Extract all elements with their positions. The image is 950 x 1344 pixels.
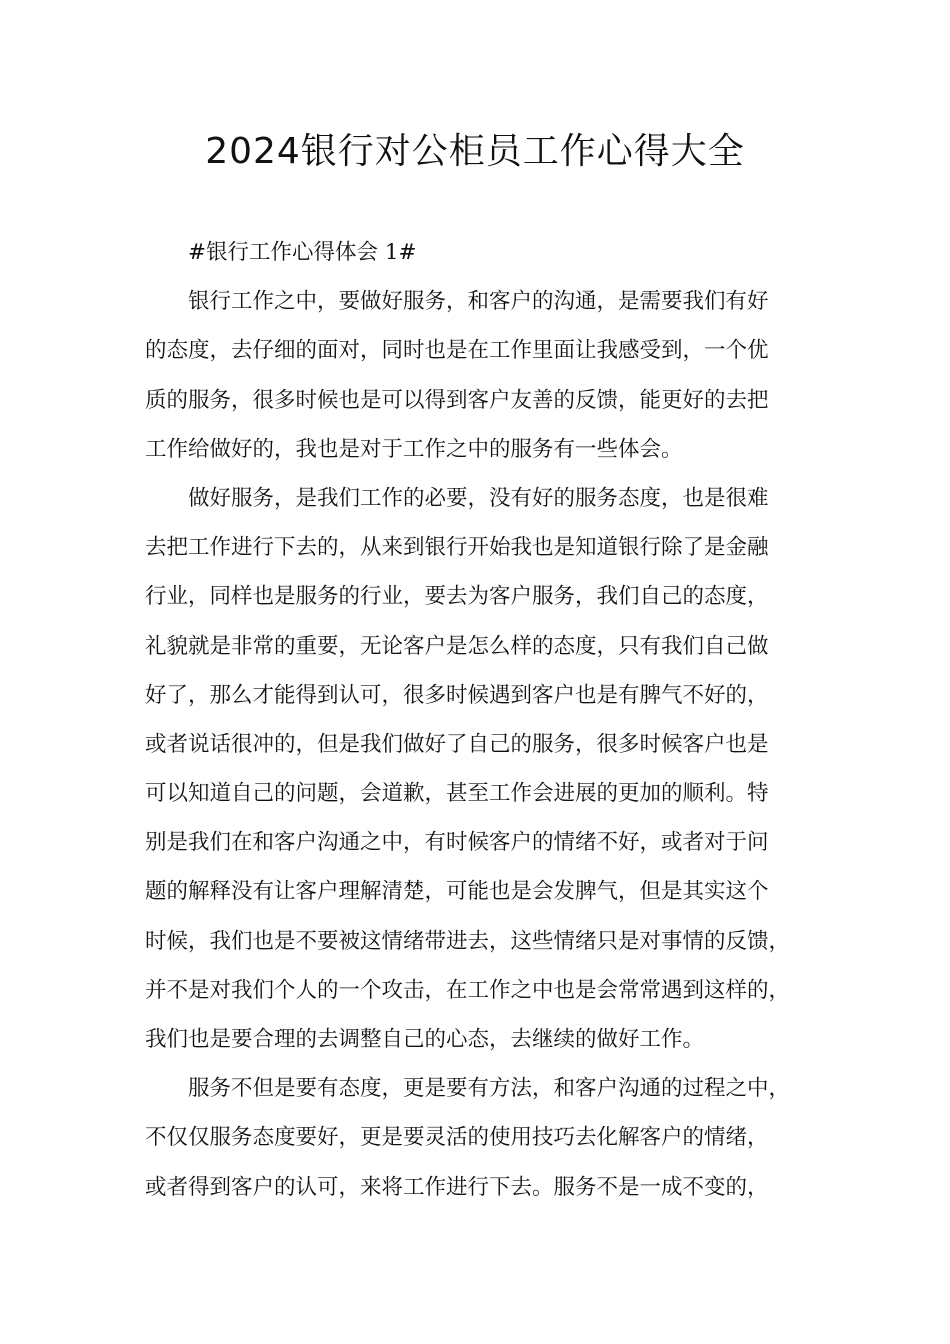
text-line: 题的解释没有让客户理解清楚，可能也是会发脾气，但是其实这个 xyxy=(145,879,769,905)
document-body xyxy=(145,228,825,1212)
text-line: 行业，同样也是服务的行业，要去为客户服务，我们自己的态度， xyxy=(145,584,769,610)
text-line: 做好服务，是我们工作的必要，没有好的服务态度，也是很难 xyxy=(188,485,769,511)
text-line: 时候，我们也是不要被这情绪带进去，这些情绪只是对事情的反馈， xyxy=(145,928,791,954)
text-line: 或者说话很冲的，但是我们做好了自己的服务，很多时候客户也是 xyxy=(145,731,769,757)
text-line: 质的服务，很多时候也是可以得到客户友善的反馈，能更好的去把 xyxy=(145,387,769,413)
text-line: 并不是对我们个人的一个攻击，在工作之中也是会常常遇到这样的， xyxy=(145,977,791,1003)
text-line: 的态度，去仔细的面对，同时也是在工作里面让我感受到，一个优 xyxy=(145,338,769,364)
text-line: 可以知道自己的问题，会道歉，甚至工作会进展的更加的顺利。特 xyxy=(145,781,769,807)
text-line: #银行工作心得体会 1# xyxy=(188,240,417,265)
text-line: 服务不但是要有态度，更是要有方法，和客户沟通的过程之中， xyxy=(188,1076,791,1102)
text-line: 我们也是要合理的去调整自己的心态，去继续的做好工作。 xyxy=(145,1027,705,1052)
text-line: 礼貌就是非常的重要，无论客户是怎么样的态度，只有我们自己做 xyxy=(145,633,769,659)
text-line: 别是我们在和客户沟通之中，有时候客户的情绪不好，或者对于问 xyxy=(145,830,769,856)
text-line: 好了，那么才能得到认可，很多时候遇到客户也是有脾气不好的， xyxy=(145,682,769,708)
document-title: 2024银行对公柜员工作心得大全 xyxy=(205,131,745,172)
text-line: 去把工作进行下去的，从来到银行开始我也是知道银行除了是金融 xyxy=(145,535,769,561)
text-line: 不仅仅服务态度要好，更是要灵活的使用技巧去化解客户的情绪， xyxy=(145,1125,769,1151)
text-line: 工作给做好的，我也是对于工作之中的服务有一些体会。 xyxy=(145,436,683,462)
text-line: 银行工作之中，要做好服务，和客户的沟通，是需要我们有好 xyxy=(188,289,769,315)
text-line: 或者得到客户的认可，来将工作进行下去。服务不是一成不变的， xyxy=(145,1174,769,1200)
